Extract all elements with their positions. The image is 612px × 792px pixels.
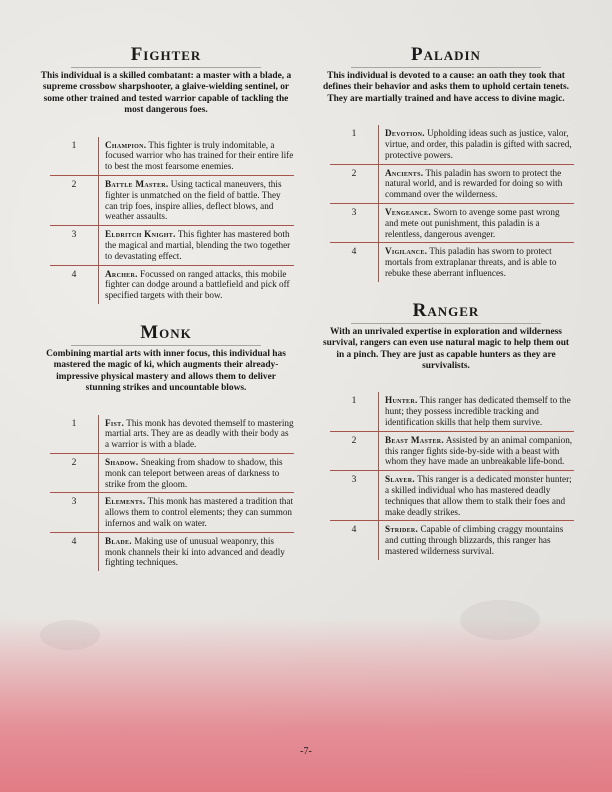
row-number: 2 — [330, 165, 379, 203]
row-number: 3 — [330, 204, 379, 242]
row-description — [99, 137, 294, 175]
table-row — [330, 471, 574, 521]
section-title-fighter: Fighter — [71, 44, 261, 68]
left-column — [38, 44, 294, 571]
table-row — [50, 176, 294, 226]
row-description — [99, 493, 294, 531]
table-row — [50, 493, 294, 532]
subclass-text: Using tactical maneuvers, this fighter is unmatched on the field of battle. They can trip foes, inspire allies, deflect blows, and weather assaults. — [105, 179, 282, 222]
fighter-section — [38, 44, 294, 304]
subclass-text: Sworn to avenge some past wrong and mete out punishment, this paladin is a relentless, dangerous avenger. — [385, 207, 560, 239]
row-description — [99, 454, 294, 492]
subclass-name: Champion. — [105, 139, 147, 150]
ranger-intro: With an unrivaled expertise in exploration and wilderness survival, rangers can even use natural magic to help them out in a pinch. They are just as capable hunters as they are survivalists. — [322, 326, 570, 371]
row-number: 4 — [50, 266, 99, 304]
row-number: 2 — [50, 454, 99, 492]
subclass-text: This paladin has sworn to protect mortals from extraplanar threats, and is able to rebuke these aberrant influences. — [385, 246, 557, 278]
row-description — [99, 415, 294, 453]
subclass-text: This ranger is a dedicated monster hunter; a skilled individual who has mastered deadly techniques that allow them to stalk their foes and make deadly strikes. — [385, 474, 572, 517]
table-row — [50, 454, 294, 493]
subclass-name: Hunter. — [385, 395, 418, 406]
subclass-text: This monk has devoted themself to mastering martial arts. They are as deadly with their body as a warrior is with a blade. — [105, 417, 294, 450]
row-description — [99, 533, 294, 571]
subclass-text: Upholding ideas such as justice, valor, virtue, and order, this paladin is gifted with sacred, protective powers. — [385, 128, 572, 160]
subclass-name: Strider. — [385, 524, 419, 535]
subclass-name: Devotion. — [385, 128, 425, 139]
table-row — [50, 533, 294, 571]
table-row — [330, 521, 574, 559]
table-row — [330, 243, 574, 281]
table-row — [50, 266, 294, 304]
subclass-name: Ancients. — [385, 167, 424, 178]
row-number: 2 — [330, 432, 379, 470]
paper-stain — [40, 620, 100, 650]
monk-section — [38, 322, 294, 571]
subclass-text: This fighter is truly indomitable, a focused warrior who has trained for their entire life to best the most fearsome enemies. — [105, 139, 294, 172]
row-description — [379, 125, 574, 163]
monk-intro: Combining martial arts with inner focus, this individual has mastered the magic of ki, which augments their already-impressive physical mastery and allows them to deliver stunning strikes and uncountable blows. — [46, 348, 286, 394]
subclass-name: Beast Master. — [385, 434, 444, 445]
row-description — [379, 392, 574, 430]
row-number: 1 — [50, 137, 99, 175]
subclass-name: Elements. — [105, 496, 146, 507]
subclass-text: This ranger has dedicated themself to the hunt; they possess incredible tracking and identification skills that help them survive. — [385, 395, 571, 427]
subclass-name: Battle Master. — [105, 179, 169, 190]
fighter-table — [50, 137, 294, 304]
row-description — [379, 165, 574, 203]
subclass-text: Making use of unusual weaponry, this monk channels their ki into advanced and deadly fighting techniques. — [105, 535, 285, 568]
table-row — [330, 165, 574, 204]
subclass-text: This fighter has mastered both the magical and martial, blending the two together to devastating effect. — [105, 229, 291, 261]
row-number: 3 — [330, 471, 379, 520]
table-row — [50, 226, 294, 265]
row-number: 3 — [50, 226, 99, 264]
row-description — [379, 432, 574, 470]
row-description — [379, 204, 574, 242]
paladin-table — [330, 125, 574, 282]
ranger-section — [318, 300, 574, 560]
subclass-name: Archer. — [105, 268, 138, 279]
subclass-name: Fist. — [105, 417, 125, 428]
table-row — [50, 415, 294, 454]
page-number: -7- — [300, 746, 312, 757]
subclass-text: Capable of climbing craggy mountains and cutting through blizzards, this ranger has mastered wilderness survival. — [385, 524, 564, 556]
right-column — [318, 44, 574, 560]
subclass-name: Shadow. — [105, 457, 139, 467]
row-number: 3 — [50, 493, 99, 531]
subclass-text: This monk has mastered a tradition that allows them to control elements; they can summon infernos and walk on water. — [105, 496, 294, 528]
ranger-table — [330, 392, 574, 559]
row-number: 1 — [50, 415, 99, 453]
row-description — [379, 243, 574, 281]
subclass-name: Eldritch Knight. — [105, 229, 176, 240]
section-title-monk: Monk — [71, 322, 261, 346]
subclass-name: Vengeance. — [385, 207, 431, 217]
row-number: 1 — [330, 125, 379, 163]
row-number: 4 — [50, 533, 99, 571]
fighter-intro: This individual is a skilled combatant: a master with a blade, a supreme crossbow sharpshooter, a glaive-wielding sentinel, or some other trained and tested warrior capable of tackling the most dangerous foes. — [40, 71, 292, 116]
paladin-section — [318, 44, 574, 282]
row-description — [99, 266, 294, 304]
subclass-text: Focussed on ranged attacks, this mobile fighter can dodge around a battlefield and pick off specified targets with their bow. — [105, 268, 290, 301]
monk-table — [50, 415, 294, 572]
row-number: 2 — [50, 176, 99, 225]
subclass-name: Blade. — [105, 535, 132, 546]
section-title-paladin: Paladin — [351, 44, 541, 68]
row-number: 4 — [330, 243, 379, 281]
table-row — [330, 125, 574, 164]
table-row — [330, 204, 574, 243]
subclass-text: This paladin has sworn to protect the natural world, and is rewarded for doing so with command over the wilderness. — [385, 167, 563, 200]
subclass-name: Vigilance. — [385, 246, 428, 257]
paper-stain — [460, 600, 540, 640]
paladin-intro: This individual is devoted to a cause: an oath they took that defines their behavior and asks them to uphold certain tenets. They are martially trained and have access to divine magic. — [322, 71, 570, 104]
row-number: 1 — [330, 392, 379, 430]
table-row — [330, 432, 574, 471]
table-row — [50, 137, 294, 176]
subclass-text: Sneaking from shadow to shadow, this monk can teleport between areas of darkness to strike from the gloom. — [105, 457, 283, 489]
row-description — [379, 521, 574, 559]
table-row — [330, 392, 574, 431]
row-description — [99, 176, 294, 225]
subclass-name: Slayer. — [385, 474, 415, 485]
row-number: 4 — [330, 521, 379, 559]
row-description — [99, 226, 294, 264]
section-title-ranger: Ranger — [351, 300, 541, 324]
subclass-text: Assisted by an animal companion, this ranger fights side-by-side with a beast with whom they have made an unbreakable life-bond. — [385, 434, 573, 467]
row-description — [379, 471, 574, 520]
